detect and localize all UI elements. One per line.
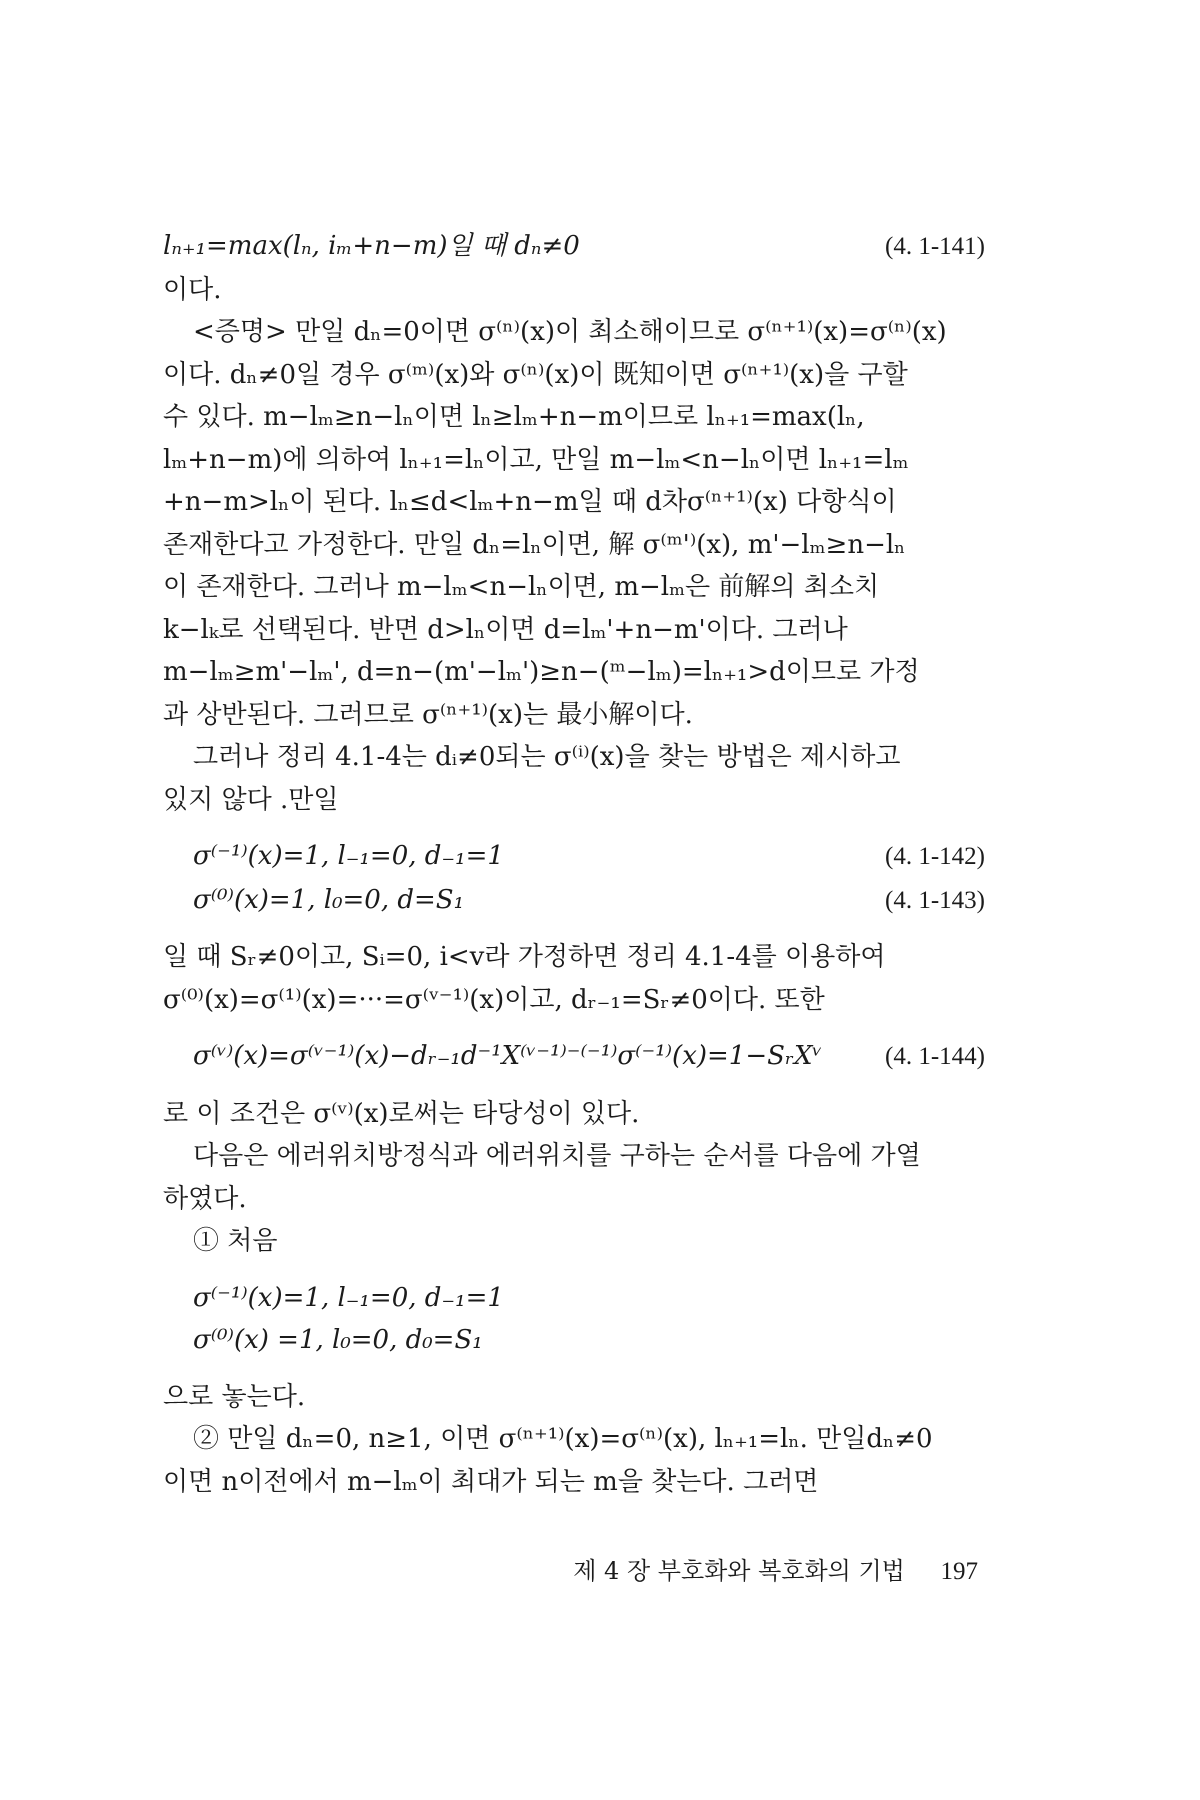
text-line: <증명> 만일 dₙ=0이면 σ⁽ⁿ⁾(x)이 최소해이므로 σ⁽ⁿ⁺¹⁾(x)=σ⁽ⁿ⁾(x) <box>193 317 947 347</box>
initial-condition-1 <box>163 1277 985 1320</box>
spacer <box>163 1079 985 1093</box>
text-line: 으로 놓는다. <box>163 1381 306 1412</box>
footer-content <box>573 1556 978 1587</box>
spacer <box>163 821 985 835</box>
text-line: 존재한다고 가정한다. 만일 dₙ=lₙ이면, 解 σ⁽ᵐ'⁾(x), m'−lₘ≥n−lₙ <box>163 529 906 560</box>
text-line: ① 처음 <box>193 1226 278 1256</box>
spacer <box>163 1362 985 1376</box>
text-line: 있지 않다 .만일 <box>163 784 339 815</box>
equation-formula: σ⁽⁻¹⁾(x)=1, l₋₁=0, d₋₁=1 <box>193 841 504 871</box>
text-line: 로 이 조건은 σ⁽ᵛ⁾(x)로써는 타당성이 있다. <box>163 1098 640 1129</box>
equation-4-1-143 <box>163 879 985 923</box>
text-column <box>163 225 985 1503</box>
text-line: 일 때 Sᵣ≠0이고, Sᵢ=0, i<v라 가정하면 정리 4.1-4를 이용하여 <box>163 942 886 972</box>
text-line: 이다. dₙ≠0일 경우 σ⁽ᵐ⁾(x)와 σ⁽ⁿ⁾(x)이 既知이면 σ⁽ⁿ⁺¹⁾(x)을 구할 <box>163 359 908 390</box>
text-line: m−lₘ≥m'−lₘ', d=n−(m'−lₘ')≥n−(ᵐ−lₘ)=lₙ₊₁>d이므로 가정 <box>163 657 920 687</box>
chapter-title: 제 4 장 부호화와 복호화의 기법 <box>573 1557 905 1585</box>
text-line: 수 있다. m−lₘ≥n−lₙ이면 lₙ≥lₘ+n−m이므로 lₙ₊₁=max(lₙ, <box>163 402 865 432</box>
spacer <box>163 922 985 936</box>
equation-formula: σ⁽⁰⁾(x)=1, l₀=0, d=S₁ <box>193 884 465 915</box>
text-line: 하였다. <box>163 1183 247 1214</box>
spacer <box>163 1263 985 1277</box>
equation-number: (4. 1-141) <box>885 233 985 260</box>
text-line: 이면 n이전에서 m−lₘ이 최대가 되는 m을 찾는다. 그러면 <box>163 1466 819 1497</box>
text-line: σ⁽⁰⁾(x)=σ⁽¹⁾(x)=···=σ⁽ᵛ⁻¹⁾(x)이고, dᵣ₋₁=Sᵣ≠0이다. 또한 <box>163 984 825 1015</box>
text-line: ② 만일 dₙ=0, n≥1, 이면 σ⁽ⁿ⁺¹⁾(x)=σ⁽ⁿ⁾(x), lₙ₊₁=lₙ. 만일dₙ≠0 <box>193 1424 933 1454</box>
text-line: 그러나 정리 4.1-4는 dᵢ≠0되는 σ⁽ⁱ⁾(x)을 찾는 방법은 제시하고 <box>193 742 901 772</box>
text-line: 과 상반된다. 그러므로 σ⁽ⁿ⁺¹⁾(x)는 最小解이다. <box>163 699 693 730</box>
text-line: 이 존재한다. 그러나 m−lₘ<n−lₙ이면, m−lₘ은 前解의 최소치 <box>163 572 880 602</box>
equation-formula: lₙ₊₁=max(lₙ, iₘ+n−m)일 때 dₙ≠0 <box>163 231 580 261</box>
equation-number: (4. 1-144) <box>885 1043 985 1070</box>
page-number: 197 <box>940 1558 978 1585</box>
spacer <box>163 1021 985 1035</box>
equation-formula: σ⁽ᵛ⁾(x)=σ⁽ᵛ⁻¹⁾(x)−dᵣ₋₁d⁻¹X⁽ᵛ⁻¹⁾⁻⁽⁻¹⁾σ⁽⁻¹⁾(x)=1−SᵣXᵛ <box>193 1041 823 1071</box>
text-line: +n−m>lₙ이 된다. lₙ≤d<lₘ+n−m일 때 d차σ⁽ⁿ⁺¹⁾(x) 다항식이 <box>163 487 897 517</box>
equation-4-1-142 <box>163 835 985 879</box>
equation-number: (4. 1-143) <box>885 886 985 914</box>
text-line: k−lₖ로 선택된다. 반면 d>lₙ이면 d=lₘ'+n−m'이다. 그러나 <box>163 614 848 645</box>
equation-formula: σ⁽⁻¹⁾(x)=1, l₋₁=0, d₋₁=1 <box>193 1282 504 1313</box>
equation-4-1-141 <box>163 225 985 269</box>
equation-number: (4. 1-142) <box>885 843 985 870</box>
equation-formula: σ⁽⁰⁾(x) =1, l₀=0, d₀=S₁ <box>193 1325 483 1355</box>
text-line: lₘ+n−m)에 의하여 lₙ₊₁=lₙ이고, 만일 m−lₘ<n−lₙ이면 lₙ₊₁=lₘ <box>163 444 909 475</box>
initial-condition-2 <box>163 1319 985 1362</box>
equation-4-1-144 <box>163 1035 985 1079</box>
text-line: 이다. <box>163 274 222 305</box>
text-line: 다음은 에러위치방정식과 에러위치를 구하는 순서를 다음에 가열 <box>193 1141 921 1171</box>
